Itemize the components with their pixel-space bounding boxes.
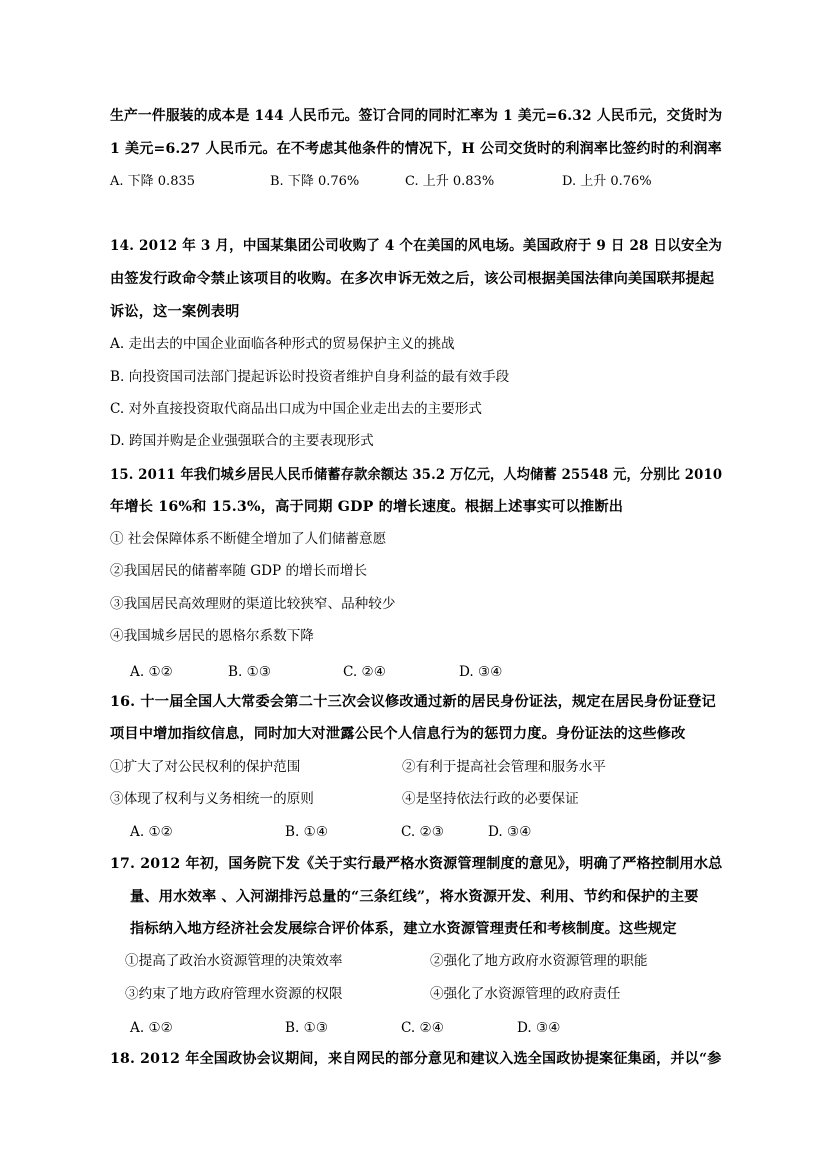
q16-option-a: A. ①② (130, 824, 173, 840)
q17-option-d: D. ③④ (517, 1020, 561, 1036)
q17-statement-2: ②强化了地方政府水资源管理的职能 (430, 953, 648, 969)
q13-line-1: 生产一件服装的成本是 144 人民币元。签订合同的同时汇率为 1 美元=6.32 人民币元，交货时为 (110, 108, 723, 124)
q17-statement-1: ①提高了政治水资源管理的决策效率 (125, 953, 343, 969)
q17-option-c: C. ②④ (401, 1020, 444, 1036)
q16-line-1: 16. 十一届全国人大常委会第二十三次会议修改通过新的居民身份证法，规定在居民身份证登记 (110, 694, 716, 710)
q16-statement-4: ④是坚持依法行政的必要保证 (402, 791, 579, 807)
q17-statement-3: ③约束了地方政府管理水资源的权限 (125, 986, 343, 1002)
q17-line-2: 量、用水效率 、入河湖排污总量的“三条红线”，将水资源开发、利用、节约和保护的主要 (130, 889, 699, 905)
q17-statement-4: ④强化了水资源管理的政府责任 (430, 986, 621, 1002)
q16-statement-3: ③体现了权利与义务相统一的原则 (110, 791, 314, 807)
q13-option-b: B. 下降 0.76% (270, 174, 360, 189)
q16-statement-1: ①扩大了对公民权利的保护范围 (110, 759, 301, 775)
q15-statement-2: ②我国居民的储蓄率随 GDP 的增长而增长 (110, 563, 368, 579)
q15-option-a: A. ①② (130, 664, 173, 680)
q15-statement-3: ③我国居民高效理财的渠道比较狭窄、品种较少 (110, 596, 396, 612)
q18-line-1: 18. 2012 年全国政协会议期间，来自网民的部分意见和建议入选全国政协提案征集函，并以“参 (110, 1051, 722, 1067)
q13-option-a: A. 下降 0.835 (110, 174, 196, 189)
q16-option-b: B. ①④ (285, 824, 329, 840)
q14-option-d: D. 跨国并购是企业强强联合的主要表现形式 (110, 433, 374, 449)
q16-line-2: 项目中增加指纹信息，同时加大对泄露公民个人信息行为的惩罚力度。身份证法的这些修改 (110, 726, 686, 742)
q13-line-2: 1 美元=6.27 人民币元。在不考虑其他条件的情况下，H 公司交货时的利润率比签约时的利润率 (110, 141, 722, 157)
q15-statement-4: ④我国城乡居民的恩格尔系数下降 (110, 628, 314, 644)
q15-line-2: 年增长 16%和 15.3%，高于同期 GDP 的增长速度。根据上述事实可以推断出 (110, 499, 624, 515)
q14-option-a: A. 走出去的中国企业面临各种形式的贸易保护主义的挑战 (110, 336, 455, 352)
q14-line-2: 由签发行政命令禁止该项目的收购。在多次申诉无效之后，该公司根据美国法律向美国联邦提起 (110, 271, 715, 287)
q16-option-c: C. ②③ (401, 824, 444, 840)
q15-statement-1: ① 社会保障体系不断健全增加了人们储蓄意愿 (110, 531, 387, 547)
q14-line-1: 14. 2012 年 3 月，中国某集团公司收购了 4 个在美国的风电场。美国政府于 9 日 28 日以安全为 (110, 238, 723, 254)
q14-line-3: 诉讼，这一案例表明 (110, 304, 240, 320)
q15-option-d: D. ③④ (459, 664, 503, 680)
q17-line-1: 17. 2012 年初，国务院下发《关于实行最严格水资源管理制度的意见》，明确了严格控制用水总 (110, 856, 723, 872)
q13-option-d: D. 上升 0.76% (562, 174, 652, 189)
q15-option-b: B. ①③ (228, 664, 272, 680)
q15-option-c: C. ②④ (343, 664, 386, 680)
q13-option-c: C. 上升 0.83% (405, 174, 495, 189)
q17-line-3: 指标纳入地方经济社会发展综合评价体系，建立水资源管理责任和考核制度。这些规定 (130, 921, 677, 937)
q14-option-b: B. 向投资国司法部门提起诉讼时投资者维护自身利益的最有效手段 (110, 369, 510, 385)
q16-statement-2: ②有利于提高社会管理和服务水平 (402, 759, 606, 775)
q14-option-c: C. 对外直接投资取代商品出口成为中国企业走出去的主要形式 (110, 401, 482, 417)
q15-line-1: 15. 2011 年我们城乡居民人民币储蓄存款余额达 35.2 万亿元，人均储蓄 25548 元，分别比 2010 (110, 467, 723, 483)
q16-option-d: D. ③④ (488, 824, 532, 840)
q17-option-b: B. ①③ (285, 1020, 329, 1036)
q17-option-a: A. ①② (130, 1020, 173, 1036)
